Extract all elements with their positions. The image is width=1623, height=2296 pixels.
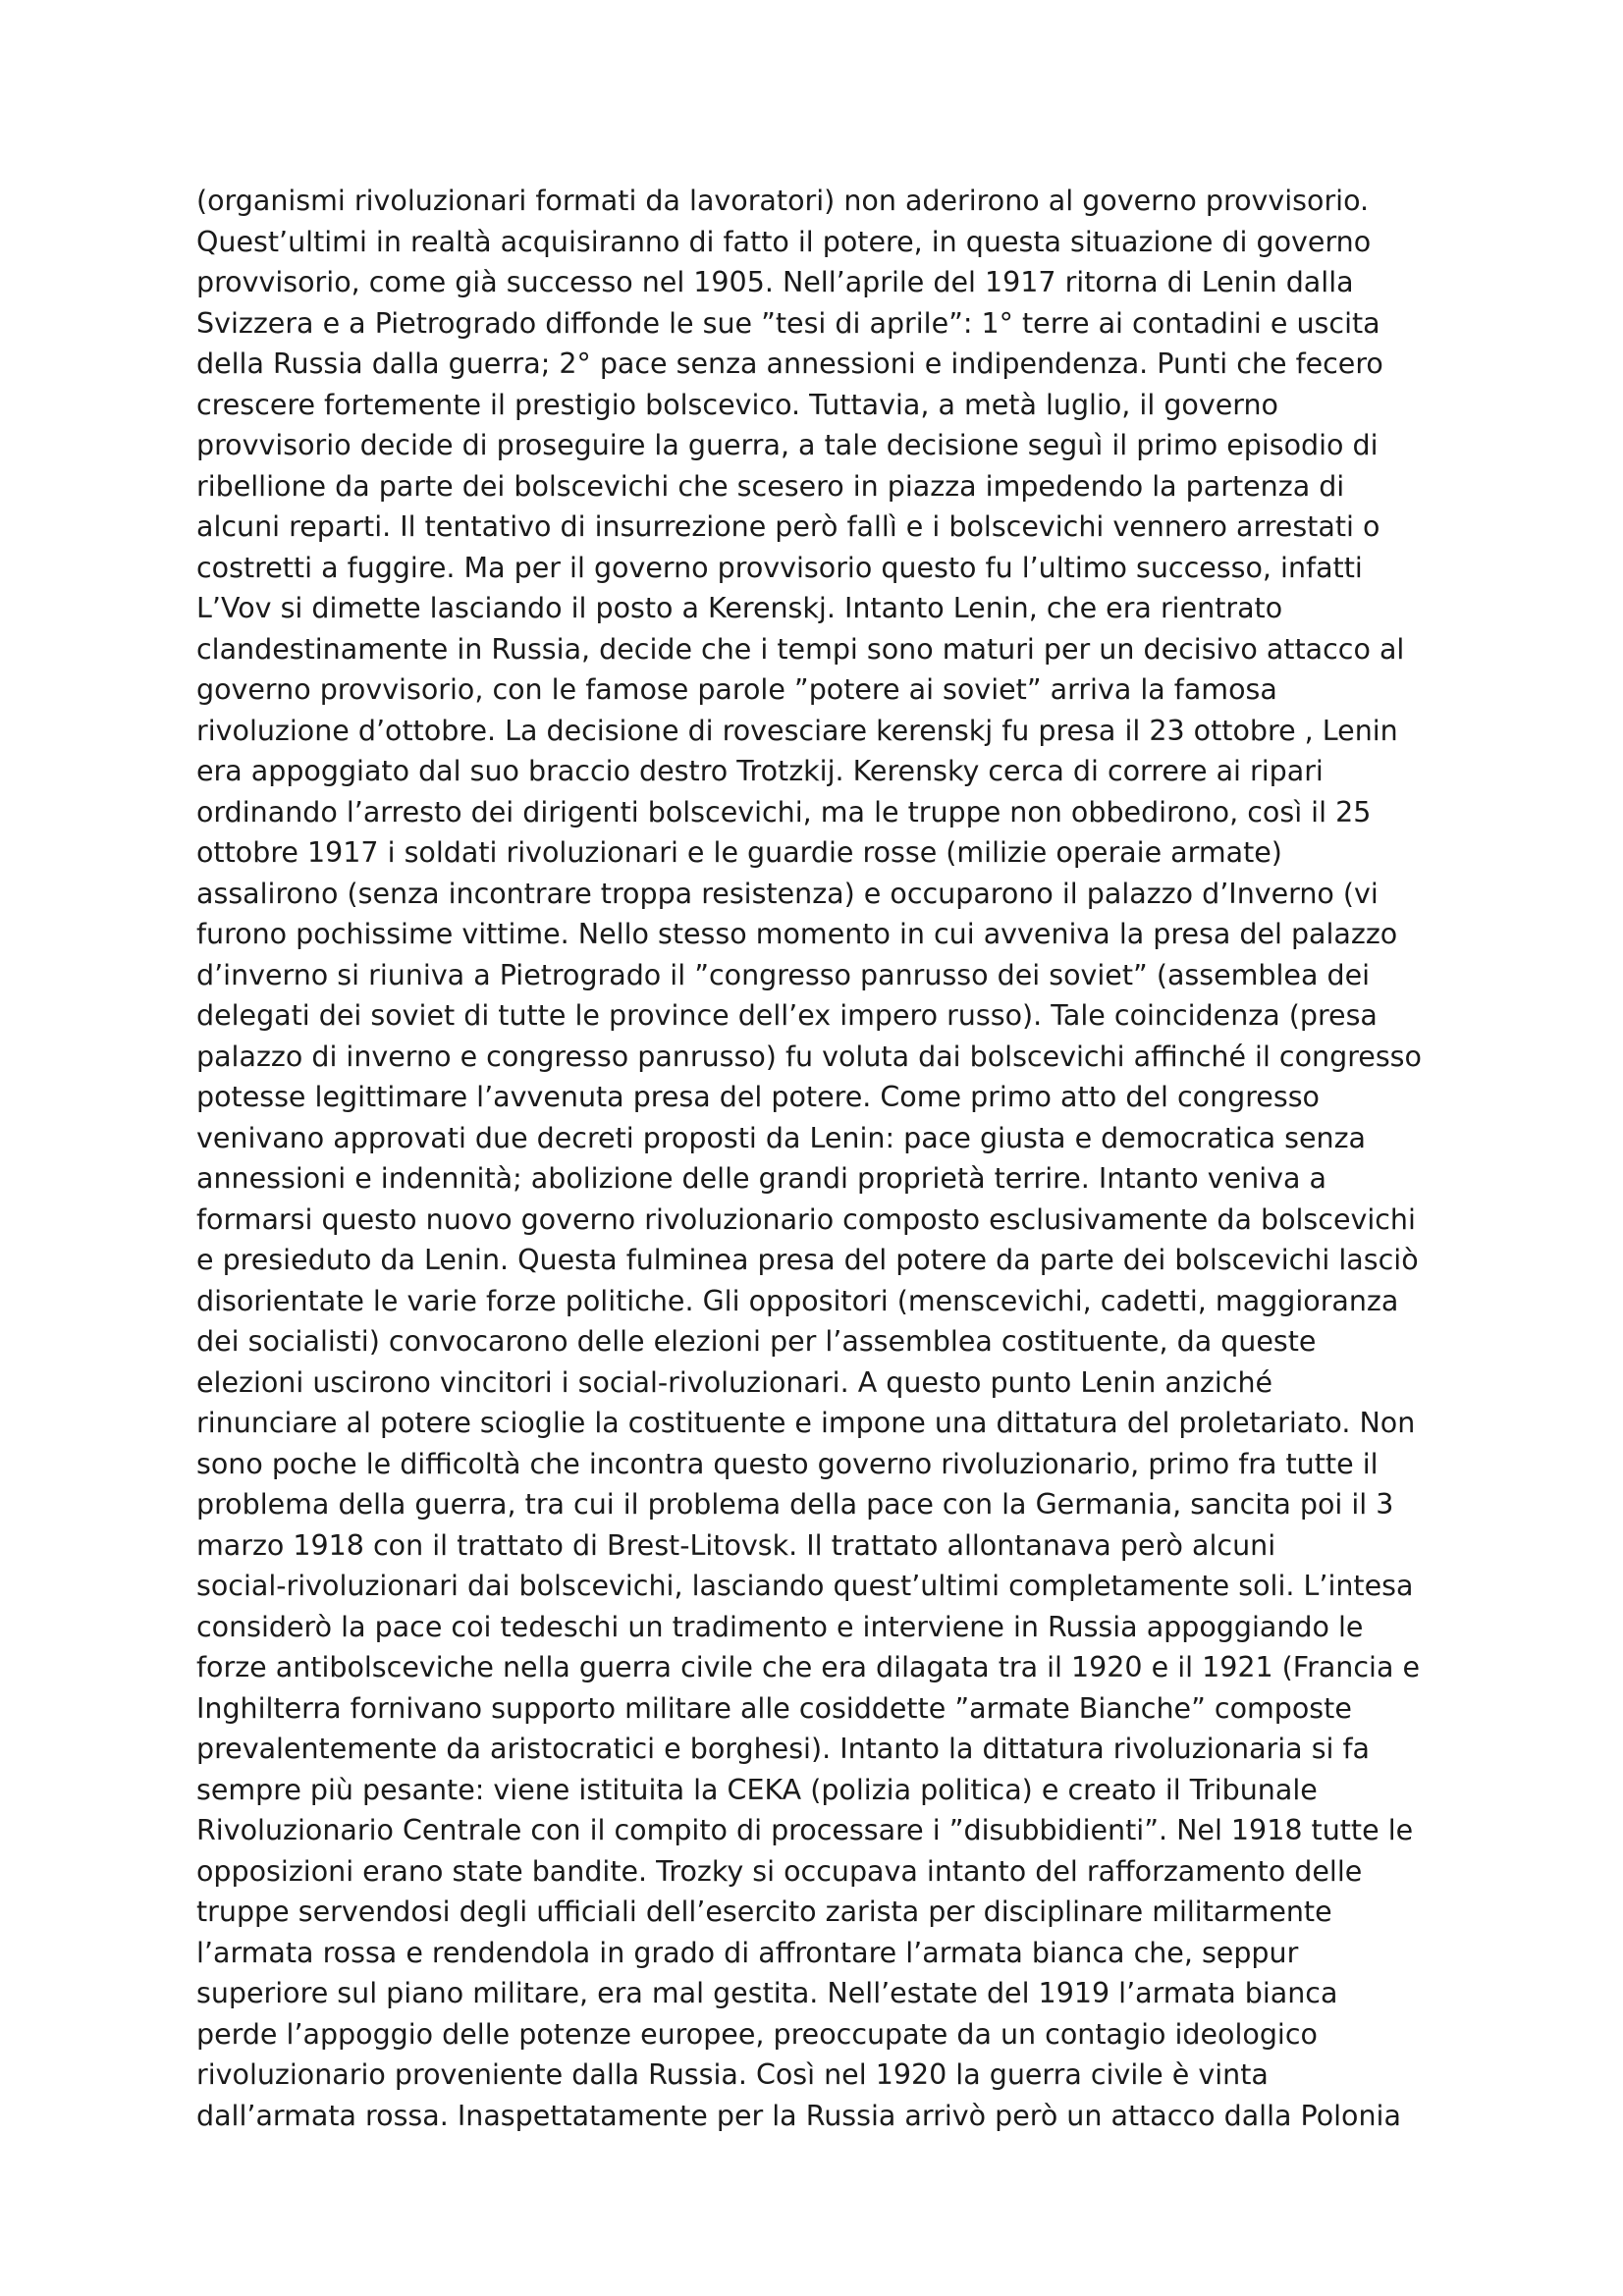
text-line: d’inverno si riuniva a Pietrogrado il ”congresso panrusso dei soviet” (assemblea dei (196, 958, 1371, 991)
text-line: dei socialisti) convocarono delle elezioni per l’assemblea costituente, da queste (196, 1325, 1317, 1358)
text-line: forze antibolsceviche nella guerra civile che era dilagata tra il 1920 e il 1921 (Francia e (196, 1651, 1421, 1683)
text-line: provvisorio decide di proseguire la guerra, a tale decisione seguì il primo episodio di (196, 429, 1379, 461)
text-line: assalirono (senza incontrare troppa resistenza) e occuparono il palazzo d’Inverno (vi (196, 877, 1379, 910)
text-line: della Russia dalla guerra; 2° pace senza annessioni e indipendenza. Punti che fecero (196, 347, 1383, 380)
text-line: venivano approvati due decreti proposti da Lenin: pace giusta e democratica senza (196, 1121, 1366, 1154)
text-line: elezioni uscirono vincitori i social-rivoluzionari. A questo punto Lenin anziché (196, 1365, 1273, 1399)
text-line: l’armata rossa e rendendola in grado di affrontare l’armata bianca che, seppur (196, 1936, 1299, 1969)
text-line: palazzo di inverno e congresso panrusso) fu voluta dai bolscevichi affinché il congresso (196, 1040, 1422, 1073)
text-line: marzo 1918 con il trattato di Brest-Litovsk. Il trattato allontanava però alcuni (196, 1528, 1276, 1562)
text-line: era appoggiato dal suo braccio destro Trotzkij. Kerensky cerca di correre ai ripari (196, 755, 1324, 787)
text-line: opposizioni erano state bandite. Trozky si occupava intanto del rafforzamento delle (196, 1854, 1363, 1888)
text-line: costretti a fuggire. Ma per il governo provvisorio questo fu l’ultimo successo, infatti (196, 551, 1363, 584)
text-line: e presieduto da Lenin. Questa fulminea presa del potere da parte dei bolscevichi lasciò (196, 1244, 1419, 1276)
text-line: truppe servendosi degli ufficiali dell’esercito zarista per disciplinare militarmente (196, 1896, 1332, 1928)
text-line: rivoluzione d’ottobre. La decisione di rovesciare kerenskj fu presa il 23 ottobre , Lenin (196, 714, 1398, 747)
text-line: ordinando l’arresto dei dirigenti bolscevichi, ma le truppe non obbedirono, così il 25 (196, 795, 1372, 828)
text-line: crescere fortemente il prestigio bolscevico. Tuttavia, a metà luglio, il governo (196, 388, 1278, 421)
text-line: Inghilterra fornivano supporto militare alle cosiddette ”armate Bianche” composte (196, 1691, 1352, 1725)
text-line: rivoluzionario proveniente dalla Russia. Così nel 1920 la guerra civile è vinta (196, 2058, 1269, 2091)
text-line: considerò la pace coi tedeschi un tradimento e interviene in Russia appoggiando le (196, 1610, 1364, 1643)
text-line: potesse legittimare l’avvenuta presa del potere. Come primo atto del congresso (196, 1081, 1320, 1113)
text-line: sono poche le difficoltà che incontra questo governo rivoluzionario, primo fra tutte il (196, 1447, 1379, 1480)
text-line: clandestinamente in Russia, decide che i tempi sono maturi per un decisivo attacco al (196, 632, 1405, 666)
text-line: L’Vov si dimette lasciando il posto a Kerenskj. Intanto Lenin, che era rientrato (196, 592, 1283, 624)
text-line: rinunciare al potere scioglie la costituente e impone una dittatura del proletariato. Non (196, 1407, 1416, 1439)
text-line: provvisorio, come già successo nel 1905. Nell’aprile del 1917 ritorna di Lenin dalla (196, 266, 1354, 298)
text-line: Quest’ultimi in realtà acquisiranno di fatto il potere, in questa situazione di governo (196, 225, 1372, 258)
text-line: (organismi rivoluzionari formati da lavoratori) non aderirono al governo provvisorio. (196, 185, 1370, 217)
text-line: delegati dei soviet di tutte le province dell’ex impero russo). Tale coincidenza (presa (196, 999, 1378, 1032)
text-line: furono pochissime vittime. Nello stesso momento in cui avveniva la presa del palazzo (196, 918, 1398, 950)
text-line: social-rivoluzionari dai bolscevichi, lasciando quest’ultimi completamente soli. L’intesa (196, 1570, 1414, 1602)
text-line: sempre più pesante: viene istituita la CEKA (polizia politica) e creato il Tribunale (196, 1773, 1318, 1806)
text-line: Svizzera e a Pietrogrado diffonde le sue ”tesi di aprile”: 1° terre ai contadini e uscita (196, 306, 1380, 340)
text-line: formarsi questo nuovo governo rivoluzionario composto esclusivamente da bolscevichi (196, 1202, 1416, 1236)
text-line: perde l’appoggio delle potenze europee, preoccupate da un contagio ideologico (196, 2017, 1318, 2051)
text-line: alcuni reparti. Il tentativo di insurrezione però fallì e i bolscevichi vennero arrestati o (196, 510, 1380, 543)
text-line: disorientate le varie forze politiche. Gli oppositori (menscevichi, cadetti, maggioranza (196, 1284, 1399, 1317)
text-line: superiore sul piano militare, era mal gestita. Nell’estate del 1919 l’armata bianca (196, 1977, 1338, 2009)
text-line: governo provvisorio, con le famose parole ”potere ai soviet” arriva la famosa (196, 673, 1277, 706)
text-line: annessioni e indennità; abolizione delle grandi proprietà terrire. Intanto veniva a (196, 1162, 1326, 1195)
text-line: problema della guerra, tra cui il problema della pace con la Germania, sancita poi il 3 (196, 1488, 1394, 1521)
text-line: prevalentemente da aristocratici e borghesi). Intanto la dittatura rivoluzionaria si fa (196, 1733, 1371, 1765)
body-text (196, 181, 1492, 2136)
text-line: ribellione da parte dei bolscevichi che scesero in piazza impedendo la partenza di (196, 469, 1345, 503)
text-line: Rivoluzionario Centrale con il compito di processare i ”disubbidienti”. Nel 1918 tutte le (196, 1814, 1414, 1846)
text-line: ottobre 1917 i soldati rivoluzionari e le guardie rosse (milizie operaie armate) (196, 836, 1282, 869)
text-line: dall’armata rossa. Inaspettatamente per la Russia arrivò però un attacco dalla Polonia (196, 2099, 1401, 2132)
